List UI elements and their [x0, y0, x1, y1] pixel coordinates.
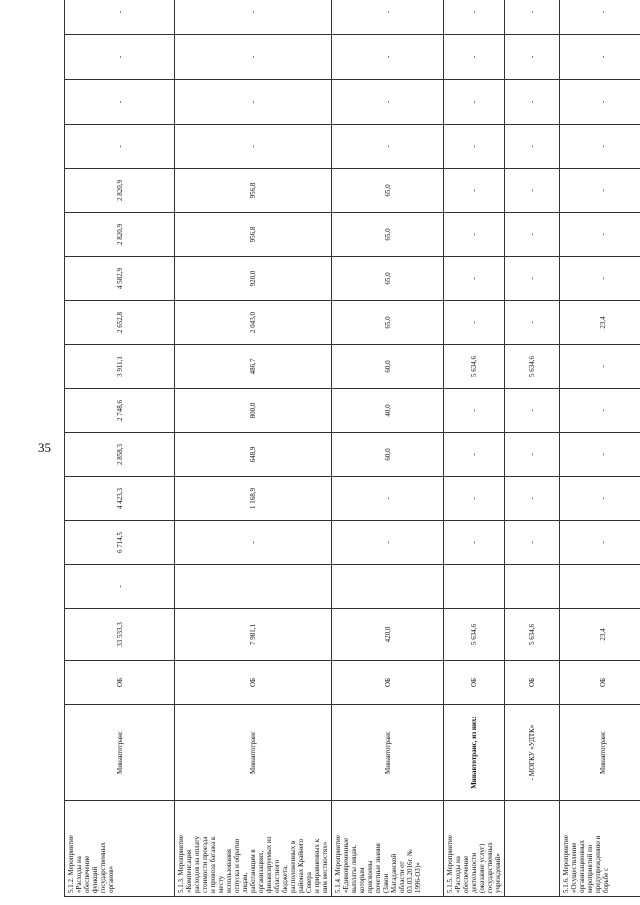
- year-value-cell: -: [65, 565, 175, 609]
- year-value-cell: -: [505, 80, 560, 125]
- year-value-cell: -: [505, 301, 560, 345]
- year-value-cell: -: [444, 301, 505, 345]
- year-value-cell: -: [505, 125, 560, 169]
- year-value-cell: -: [505, 477, 560, 521]
- funding-source-cell: ОБ: [505, 661, 560, 705]
- year-value-cell: 956,8: [175, 213, 332, 257]
- year-value-cell: 2 820,9: [65, 213, 175, 257]
- total-value-cell: 5 634,6: [505, 609, 560, 661]
- year-value-cell: -: [560, 169, 640, 213]
- year-value-cell: [505, 565, 560, 609]
- year-value-cell: [560, 565, 640, 609]
- year-value-cell: 6 714,5: [65, 521, 175, 565]
- year-value-cell: 65,0: [332, 301, 444, 345]
- year-value-cell: -: [560, 345, 640, 389]
- year-value-cell: 486,7: [175, 345, 332, 389]
- year-value-cell: -: [505, 257, 560, 301]
- year-value-cell: -: [65, 80, 175, 125]
- year-value-cell: 2 820,9: [65, 169, 175, 213]
- year-value-cell: -: [560, 257, 640, 301]
- year-value-cell: -: [505, 389, 560, 433]
- year-value-cell: -: [175, 80, 332, 125]
- table-row: [175, 0, 332, 897]
- year-value-cell: 4 423,3: [65, 477, 175, 521]
- year-value-cell: [332, 565, 444, 609]
- year-value-cell: -: [560, 80, 640, 125]
- year-value-cell: -: [505, 433, 560, 477]
- total-value-cell: 420,0: [332, 609, 444, 661]
- measure-name-cell: 5.1.2. Мероприятие «Расходы на обеспечение функций государственных органов»: [65, 801, 175, 897]
- year-value-cell: -: [444, 257, 505, 301]
- year-value-cell: -: [560, 389, 640, 433]
- budget-table-body: [65, 0, 640, 897]
- year-value-cell: -: [444, 169, 505, 213]
- responsible-cell: Минавтотранс, из них:: [444, 705, 505, 801]
- year-value-cell: 40,0: [332, 389, 444, 433]
- year-value-cell: -: [175, 521, 332, 565]
- year-value-cell: 60,0: [332, 433, 444, 477]
- year-value-cell: -: [505, 35, 560, 80]
- year-value-cell: [444, 565, 505, 609]
- year-value-cell: -: [560, 213, 640, 257]
- responsible-cell: Минавтотранс: [332, 705, 444, 801]
- measure-name-cell: 5.1.3. Мероприятие «Компенсация расходов на оплату стоимости проезда и провоза багажа к месту использования отпуска и обратно лицам, работающим в организациях, финансируемых из областного бюджета, расположенных в районах Крайнего Севера и приравненных к ним местностях»: [175, 801, 332, 897]
- year-value-cell: -: [444, 477, 505, 521]
- year-value-cell: 920,0: [175, 257, 332, 301]
- year-value-cell: -: [332, 80, 444, 125]
- year-value-cell: 2 652,8: [65, 301, 175, 345]
- year-value-cell: -: [65, 35, 175, 80]
- total-value-cell: 5 634,6: [444, 609, 505, 661]
- year-value-cell: 2 858,3: [65, 433, 175, 477]
- year-value-cell: 60,0: [332, 345, 444, 389]
- funding-source-cell: ОБ: [332, 661, 444, 705]
- year-value-cell: 2 748,6: [65, 389, 175, 433]
- total-value-cell: 7 981,1: [175, 609, 332, 661]
- year-value-cell: 648,9: [175, 433, 332, 477]
- year-value-cell: -: [444, 433, 505, 477]
- year-value-cell: -: [175, 125, 332, 169]
- budget-table: [64, 0, 640, 897]
- year-value-cell: -: [175, 0, 332, 35]
- year-value-cell: -: [560, 125, 640, 169]
- year-value-cell: 5 634,6: [505, 345, 560, 389]
- total-value-cell: 33 533,3: [65, 609, 175, 661]
- measure-name-cell: [505, 801, 560, 897]
- year-value-cell: -: [560, 35, 640, 80]
- year-value-cell: -: [444, 125, 505, 169]
- year-value-cell: -: [505, 0, 560, 35]
- year-value-cell: -: [505, 169, 560, 213]
- year-value-cell: [175, 565, 332, 609]
- year-value-cell: 65,0: [332, 257, 444, 301]
- year-value-cell: 956,8: [175, 169, 332, 213]
- year-value-cell: 1 168,9: [175, 477, 332, 521]
- table-row: [444, 0, 505, 897]
- year-value-cell: 800,0: [175, 389, 332, 433]
- year-value-cell: 3 911,1: [65, 345, 175, 389]
- year-value-cell: -: [560, 0, 640, 35]
- funding-source-cell: ОБ: [65, 661, 175, 705]
- measure-name-cell: 5.1.6. Мероприятие «Осуществление организационных мероприятий по предупреждению и борьбе с: [560, 801, 640, 897]
- year-value-cell: -: [505, 521, 560, 565]
- total-value-cell: 23,4: [560, 609, 640, 661]
- year-value-cell: -: [560, 521, 640, 565]
- year-value-cell: -: [65, 0, 175, 35]
- year-value-cell: 4 582,9: [65, 257, 175, 301]
- year-value-cell: -: [560, 477, 640, 521]
- year-value-cell: -: [444, 521, 505, 565]
- year-value-cell: -: [505, 213, 560, 257]
- year-value-cell: 5 634,6: [444, 345, 505, 389]
- year-value-cell: 65,0: [332, 169, 444, 213]
- year-value-cell: -: [444, 0, 505, 35]
- funding-source-cell: ОБ: [560, 661, 640, 705]
- table-row: [560, 0, 640, 897]
- table-row: [65, 0, 175, 897]
- year-value-cell: 65,0: [332, 213, 444, 257]
- measure-name-cell: 5.1.4. Мероприятие «Единовременные выплаты лицам, которым присвоены почетные звания (Закон Магаданской области от 03.03.2016г. № 1996-ОЗ)»: [332, 801, 444, 897]
- year-value-cell: -: [444, 35, 505, 80]
- responsible-cell: Минавтотранс: [560, 705, 640, 801]
- year-value-cell: -: [65, 125, 175, 169]
- year-value-cell: 2 043,0: [175, 301, 332, 345]
- year-value-cell: 23,4: [560, 301, 640, 345]
- funding-source-cell: ОБ: [175, 661, 332, 705]
- rotated-table-wrapper: [64, 4, 610, 897]
- responsible-cell: - МОГКУ «УДТК»: [505, 705, 560, 801]
- year-value-cell: -: [560, 433, 640, 477]
- year-value-cell: -: [444, 80, 505, 125]
- table-row: [505, 0, 560, 897]
- measure-name-cell: 5.1.5. Мероприятие «Расходы на обеспечение деятельности (оказание услуг) государственных учреждений»: [444, 801, 505, 897]
- funding-source-cell: ОБ: [444, 661, 505, 705]
- responsible-cell: Минавтотранс: [175, 705, 332, 801]
- year-value-cell: -: [175, 35, 332, 80]
- responsible-cell: Минавтотранс: [65, 705, 175, 801]
- table-row: [332, 0, 444, 897]
- year-value-cell: -: [444, 213, 505, 257]
- year-value-cell: -: [332, 477, 444, 521]
- page-number: 35: [38, 440, 51, 455]
- year-value-cell: -: [444, 389, 505, 433]
- year-value-cell: -: [332, 0, 444, 35]
- year-value-cell: -: [332, 35, 444, 80]
- year-value-cell: -: [332, 125, 444, 169]
- year-value-cell: -: [332, 521, 444, 565]
